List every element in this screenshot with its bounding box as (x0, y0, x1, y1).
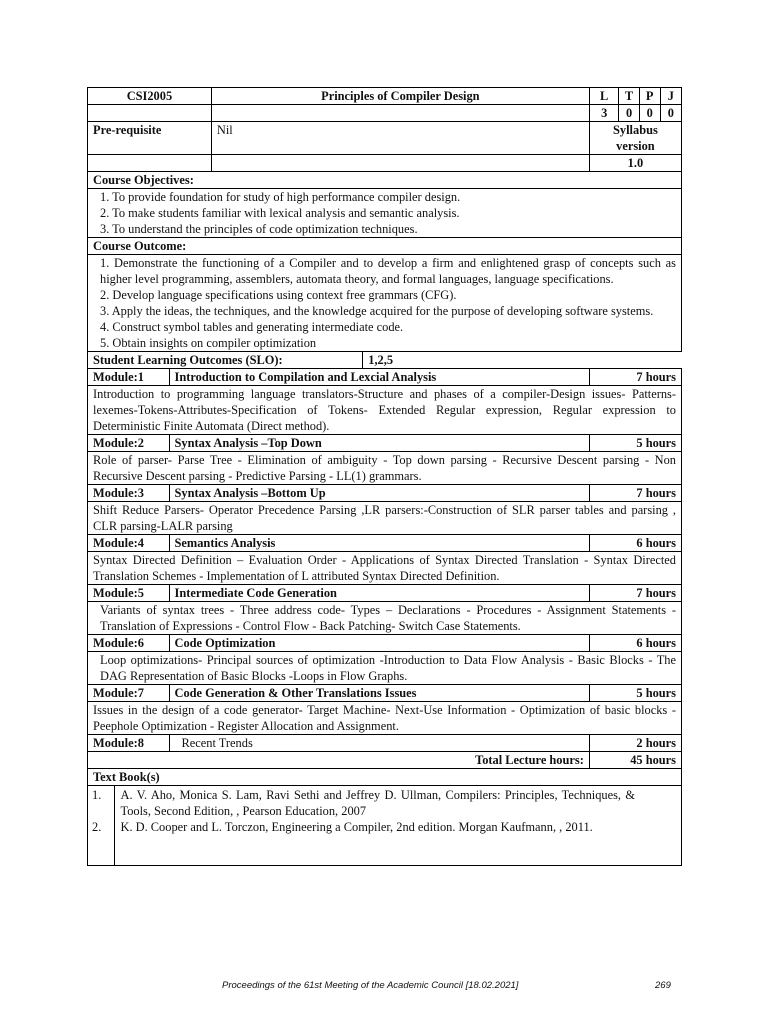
footer-text: Proceedings of the 61st Meeting of the Academic Council [18.02.2021] (222, 980, 519, 991)
module-number: Module:3 (88, 485, 170, 502)
objective-item: 2. To make students familiar with lexical analysis and semantic analysis. (100, 206, 460, 220)
module-title: Code Optimization (169, 635, 589, 652)
module-hours: 7 hours (589, 485, 681, 502)
module-number: Module:4 (88, 535, 170, 552)
module-content: Issues in the design of a code generator- Target Machine- Next-Use Information - Optimization of basic blocks - Peephole Optimization - Register Allocation and Assignment. (88, 702, 682, 735)
textbooks-list (88, 786, 681, 865)
module-hours: 7 hours (589, 369, 681, 386)
module-content: Syntax Directed Definition – Evaluation Order - Applications of Syntax Directed Translation - Syntax Directed Translation Schemes - Implementation of L attributed Syntax Directed Definition. (88, 552, 682, 585)
textbook-number: 2. (92, 820, 102, 834)
module-title: Syntax Analysis –Bottom Up (169, 485, 589, 502)
prereq-label: Pre-requisite (88, 122, 212, 155)
textbook-numbers (88, 786, 114, 865)
module-content: Loop optimizations- Principal sources of optimization -Introduction to Data Flow Analysis - Basic Blocks - The DAG Representation of Basic Blocks -Loops in Flow Graphs. (88, 652, 682, 685)
objectives-list (88, 189, 682, 238)
module-number: Module:5 (88, 585, 170, 602)
module-number: Module:6 (88, 635, 170, 652)
objectives-heading: Course Objectives: (88, 172, 682, 189)
module-number: Module:2 (88, 435, 170, 452)
ltpjc-value-t: 0 (619, 105, 639, 122)
textbook-entries (114, 786, 681, 865)
module-hours: 2 hours (589, 735, 681, 752)
prereq-value: Nil (211, 122, 589, 155)
textbooks-heading: Text Book(s) (88, 769, 682, 786)
module-content: Variants of syntax trees - Three address code- Types – Declarations - Procedures - Assignment Statements - Translation of Expressions - Control Flow - Back Patching- Switch Case Statements. (88, 602, 682, 635)
objective-item: 3. To understand the principles of code optimization techniques. (100, 222, 418, 236)
course-code: CSI2005 (88, 88, 212, 105)
module-hours: 5 hours (589, 435, 681, 452)
module-title: Recent Trends (169, 735, 589, 752)
module-title: Code Generation & Other Translations Issues (169, 685, 589, 702)
module-title: Intermediate Code Generation (169, 585, 589, 602)
syllabus-version-label: Syllabus version (589, 122, 681, 155)
module-number: Module:8 (88, 735, 170, 752)
outcome-item: 4. Construct symbol tables and generating intermediate code. (100, 320, 404, 334)
ltpjc-value-l: 3 (589, 105, 619, 122)
page-number: 269 (655, 980, 671, 991)
textbook-entry: A. V. Aho, Monica S. Lam, Ravi Sethi and Jeffrey D. Ullman, Compilers: Principles, Techniques, & Tools, Second Edition, , Pearson Education, 2007 (120, 788, 635, 818)
module-title: Introduction to Compilation and Lexcial Analysis (169, 369, 589, 386)
ltpjc-value-j: 0 (660, 105, 681, 122)
outcome-item: 3. Apply the ideas, the techniques, and the knowledge acquired for the purpose of developing software systems. (100, 304, 654, 318)
ltpjc-header-j: J (660, 88, 681, 105)
outcome-item: 2. Develop language specifications using context free grammars (CFG). (100, 288, 457, 302)
module-content: Introduction to programming language translators-Structure and phases of a compiler-Design issues- Patterns- lexemes-Tokens-Attributes-Specification of Tokens- Extended Regular expression, Regular expression to Deterministic Finite Automata (Direct method). (88, 386, 682, 435)
slo-label: Student Learning Outcomes (SLO): (88, 352, 363, 369)
textbooks-block (88, 786, 682, 866)
total-hours-label: Total Lecture hours: (88, 752, 590, 769)
slo-value: 1,2,5 (363, 352, 682, 369)
module-title: Syntax Analysis –Top Down (169, 435, 589, 452)
objective-item: 1. To provide foundation for study of high performance compiler design. (100, 190, 461, 204)
total-hours-value: 45 hours (589, 752, 681, 769)
module-hours: 5 hours (589, 685, 681, 702)
module-number: Module:1 (88, 369, 170, 386)
ltpjc-header-t: T (619, 88, 639, 105)
module-hours: 7 hours (589, 585, 681, 602)
module-hours: 6 hours (589, 635, 681, 652)
outcomes-heading: Course Outcome: (88, 238, 682, 255)
syllabus-table (87, 87, 682, 866)
outcomes-list (88, 255, 682, 352)
ltpjc-header-l: L (589, 88, 619, 105)
textbook-number: 1. (92, 788, 102, 802)
outcome-item: 1. Demonstrate the functioning of a Compiler and to develop a firm and enlightened grasp of concepts such as higher level programming, assemblers, automata theory, and formal languages, language specifications. (100, 256, 676, 286)
syllabus-version-value: 1.0 (589, 155, 681, 172)
module-content: Role of parser- Parse Tree - Elimination of ambiguity - Top down parsing - Recursive Descent parsing - Non Recursive Descent parsing - Predictive Parsing - LL(1) grammars. (88, 452, 682, 485)
textbook-entry: K. D. Cooper and L. Torczon, Engineering a Compiler, 2nd edition. Morgan Kaufmann, , 2011. (120, 820, 593, 834)
course-title: Principles of Compiler Design (211, 88, 589, 105)
module-content: Shift Reduce Parsers- Operator Precedence Parsing ,LR parsers:-Construction of SLR parser tables and parsing , CLR parsing-LALR parsing (88, 502, 682, 535)
ltpjc-value-p: 0 (639, 105, 660, 122)
module-number: Module:7 (88, 685, 170, 702)
module-hours: 6 hours (589, 535, 681, 552)
module-title: Semantics Analysis (169, 535, 589, 552)
ltpjc-header-p: P (639, 88, 660, 105)
outcome-item: 5. Obtain insights on compiler optimization (100, 336, 317, 350)
